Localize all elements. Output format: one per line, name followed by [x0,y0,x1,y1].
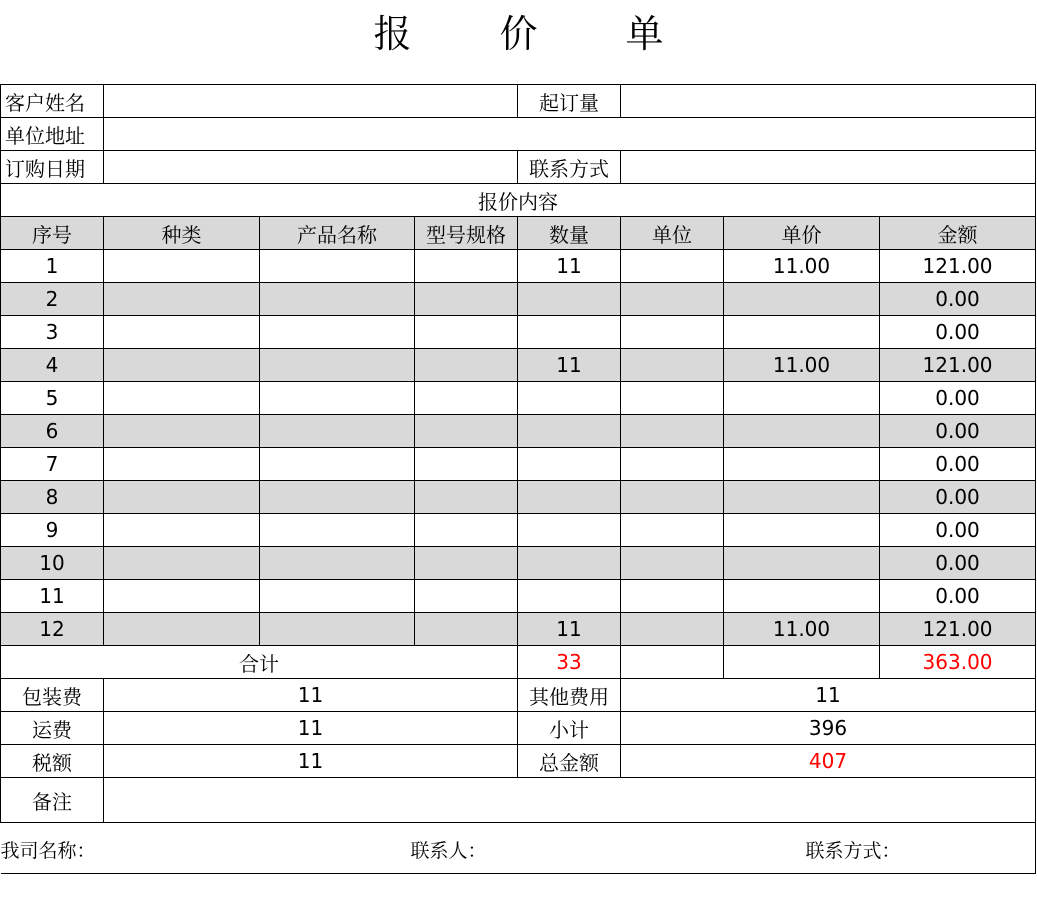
unit-cell[interactable] [621,481,724,514]
order-date-label: 订购日期 [1,151,104,184]
header-unit: 单位 [621,217,724,250]
spec-cell[interactable] [415,547,518,580]
kind-cell[interactable] [104,448,260,481]
contact-field[interactable] [621,151,1036,184]
amount-cell: 0.00 [880,415,1036,448]
row-number: 5 [1,382,104,415]
other-fee-value[interactable]: 11 [621,679,1036,712]
qty-cell[interactable] [518,316,621,349]
unit-cell[interactable] [621,547,724,580]
row-number: 10 [1,547,104,580]
spec-cell[interactable] [415,283,518,316]
product-name-cell[interactable] [260,382,415,415]
header-no: 序号 [1,217,104,250]
amount-cell: 121.00 [880,349,1036,382]
kind-cell[interactable] [104,613,260,646]
amount-cell: 0.00 [880,448,1036,481]
customer-name-field[interactable] [104,85,518,118]
table-row [1,349,1036,382]
product-name-cell[interactable] [260,250,415,283]
product-name-cell[interactable] [260,547,415,580]
unit-cell[interactable] [621,349,724,382]
unit-cell[interactable] [621,448,724,481]
kind-cell[interactable] [104,580,260,613]
subtotal-value: 396 [621,712,1036,745]
kind-cell[interactable] [104,316,260,349]
unit-cell[interactable] [621,613,724,646]
page-title [0,4,1037,56]
product-name-cell[interactable] [260,349,415,382]
table-row [1,283,1036,316]
order-date-field[interactable] [104,151,518,184]
kind-cell[interactable] [104,250,260,283]
row-number: 9 [1,514,104,547]
row-number: 7 [1,448,104,481]
price-cell[interactable]: 11.00 [724,613,880,646]
footer-row [1,823,1036,874]
total-label: 合计 [1,646,518,679]
unit-cell[interactable] [621,580,724,613]
min-order-field[interactable] [621,85,1036,118]
spec-cell[interactable] [415,481,518,514]
qty-cell[interactable] [518,514,621,547]
spec-cell[interactable] [415,250,518,283]
product-name-cell[interactable] [260,415,415,448]
table-row [1,514,1036,547]
table-row [1,448,1036,481]
qty-cell[interactable]: 11 [518,613,621,646]
grand-total-label: 总金额 [518,745,621,778]
amount-cell: 0.00 [880,316,1036,349]
product-name-cell[interactable] [260,613,415,646]
min-order-label: 起订量 [518,85,621,118]
kind-cell[interactable] [104,382,260,415]
spec-cell[interactable] [415,349,518,382]
amount-cell: 0.00 [880,283,1036,316]
unit-cell[interactable] [621,316,724,349]
amount-cell: 121.00 [880,613,1036,646]
address-label: 单位地址 [1,118,104,151]
product-name-cell[interactable] [260,448,415,481]
row-number: 11 [1,580,104,613]
spec-cell[interactable] [415,382,518,415]
spec-cell[interactable] [415,316,518,349]
row-number: 12 [1,613,104,646]
header-amount: 金额 [880,217,1036,250]
price-cell[interactable] [724,580,880,613]
qty-cell[interactable] [518,448,621,481]
table-row [1,382,1036,415]
product-name-cell[interactable] [260,316,415,349]
row-number: 2 [1,283,104,316]
title-char: 价 [499,11,538,56]
amount-cell: 0.00 [880,481,1036,514]
qty-cell[interactable] [518,382,621,415]
row-number: 1 [1,250,104,283]
kind-cell[interactable] [104,481,260,514]
row-number: 6 [1,415,104,448]
address-field[interactable] [104,118,1036,151]
title-char: 报 [373,11,412,56]
packing-fee-value[interactable]: 11 [104,679,518,712]
contact-label: 联系方式 [518,151,621,184]
unit-cell[interactable] [621,283,724,316]
tax-value[interactable]: 11 [104,745,518,778]
contact-method-label: 联系方式： [805,840,901,862]
total-amount: 363.00 [880,646,1036,679]
price-cell[interactable]: 11.00 [724,250,880,283]
kind-cell[interactable] [104,283,260,316]
price-cell[interactable] [724,514,880,547]
product-name-cell[interactable] [260,481,415,514]
spec-cell[interactable] [415,415,518,448]
table-row [1,613,1036,646]
unit-cell[interactable] [621,382,724,415]
kind-cell[interactable] [104,547,260,580]
qty-cell[interactable] [518,547,621,580]
price-cell[interactable] [724,481,880,514]
contact-person-label: 联系人： [410,840,487,862]
tax-label: 税额 [1,745,104,778]
section-title: 报价内容 [1,184,1036,217]
header-kind: 种类 [104,217,260,250]
spec-cell[interactable] [415,580,518,613]
spec-cell[interactable] [415,613,518,646]
total-unit-cell [621,646,724,679]
header-row [1,217,1036,250]
qty-cell[interactable] [518,580,621,613]
table-row [1,481,1036,514]
amount-cell: 0.00 [880,547,1036,580]
packing-fee-label: 包装费 [1,679,104,712]
unit-cell[interactable] [621,415,724,448]
product-name-cell[interactable] [260,580,415,613]
row-number: 3 [1,316,104,349]
title-char: 单 [625,11,664,56]
amount-cell: 0.00 [880,514,1036,547]
kind-cell[interactable] [104,415,260,448]
amount-cell: 121.00 [880,250,1036,283]
quotation-table [0,84,1036,874]
header-price: 单价 [724,217,880,250]
product-name-cell[interactable] [260,283,415,316]
kind-cell[interactable] [104,349,260,382]
spec-cell[interactable] [415,514,518,547]
remarks-label: 备注 [1,778,104,823]
table-row [1,316,1036,349]
qty-cell[interactable] [518,415,621,448]
grand-total-value: 407 [621,745,1036,778]
spec-cell[interactable] [415,448,518,481]
customer-name-label: 客户姓名 [1,85,104,118]
remarks-field[interactable] [104,778,1036,823]
total-price-cell [724,646,880,679]
table-row [1,580,1036,613]
header-qty: 数量 [518,217,621,250]
price-cell[interactable] [724,316,880,349]
price-cell[interactable]: 11.00 [724,349,880,382]
qty-cell[interactable] [518,481,621,514]
table-row [1,547,1036,580]
amount-cell: 0.00 [880,382,1036,415]
shipping-fee-value[interactable]: 11 [104,712,518,745]
header-product-name: 产品名称 [260,217,415,250]
price-cell[interactable] [724,547,880,580]
table-row [1,250,1036,283]
price-cell[interactable] [724,415,880,448]
price-cell[interactable] [724,283,880,316]
product-name-cell[interactable] [260,514,415,547]
company-name-label: 我司名称： [0,840,96,862]
amount-cell: 0.00 [880,580,1036,613]
kind-cell[interactable] [104,514,260,547]
subtotal-label: 小计 [518,712,621,745]
table-row [1,415,1036,448]
shipping-fee-label: 运费 [1,712,104,745]
qty-cell[interactable]: 11 [518,250,621,283]
other-fee-label: 其他费用 [518,679,621,712]
unit-cell[interactable] [621,514,724,547]
price-cell[interactable] [724,448,880,481]
price-cell[interactable] [724,382,880,415]
header-spec: 型号规格 [415,217,518,250]
total-qty: 33 [518,646,621,679]
qty-cell[interactable]: 11 [518,349,621,382]
row-number: 4 [1,349,104,382]
row-number: 8 [1,481,104,514]
unit-cell[interactable] [621,250,724,283]
qty-cell[interactable] [518,283,621,316]
